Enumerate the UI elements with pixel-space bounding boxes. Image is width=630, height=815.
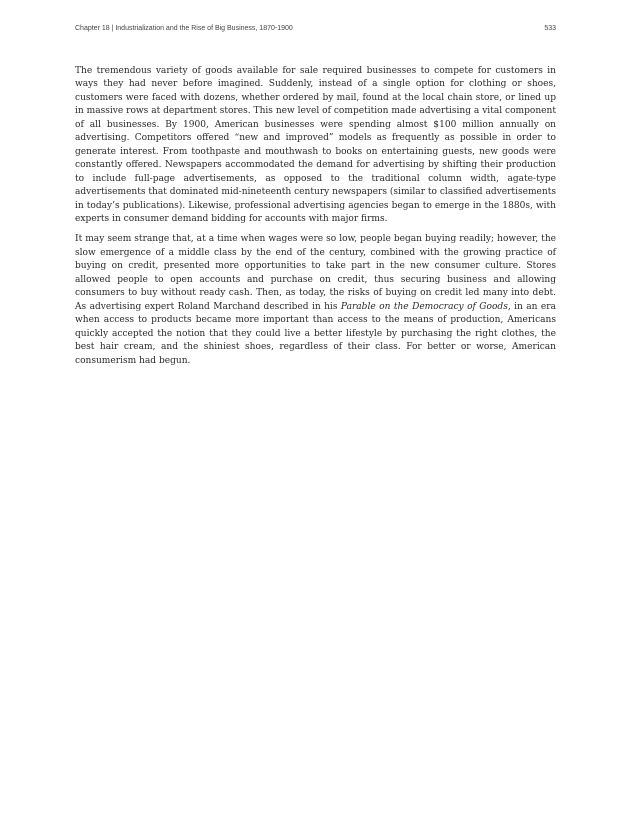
body-text [75,65,556,375]
page-number: 533 [544,25,556,32]
paragraph-consumerism-part-2: , in an era when access to products became more important than access to the means of production, Americans quickly accepted the notion that they could live a better lifestyle by purchasing the right clothes, the best hair cream, and the shiniest shoes, regardless of their class. For better or worse, American consumerism had begun. [75,301,557,366]
book-title: Parable on the Democracy of Goods [340,301,508,312]
paragraph-consumerism [75,233,556,368]
running-header [75,25,556,37]
paragraph-advertising: The tremendous variety of goods available for sale required businesses to compete for customers in ways they had never before imagined. Suddenly, instead of a single option for clothing or shoes, customers were faced with dozens, whether ordered by mail, found at the local chain store, or lined up in massive rows at department stores. This new level of competition made advertising a vital component of all businesses. By 1900, American businesses were spending almost $100 million annually on advertising. Competitors offered “new and improved” models as frequently as possible in order to generate interest. From toothpaste and mouthwash to books on entertaining guests, new goods were constantly offered. Newspapers accommodated the demand for advertising by shifting their production to include full-page advertisements, as opposed to the traditional column width, agate-type advertisements that dominated mid-nineteenth century newspapers (similar to classified advertisements in today’s publications). Likewise, professional advertising agencies began to emerge in the 1880s, with experts in consumer demand bidding for accounts with major firms. [75,66,556,224]
paragraph-consumerism-part-1: It may seem strange that, at a time when wages were so low, people began buying readily; however, the slow emergence of a middle class by the end of the century, combined with the growing practice of buying on credit, presented more opportunities to take part in the new consumer culture. Stores allowed people to open accounts and purchase on credit, thus securing business and allowing consumers to buy without ready cash. Then, as today, the risks of buying on credit led many into debt. As advertising expert Roland Marchand described in his [75,234,556,312]
chapter-title: Chapter 18 | Industrialization and the Rise of Big Business, 1870-1900 [75,25,293,32]
